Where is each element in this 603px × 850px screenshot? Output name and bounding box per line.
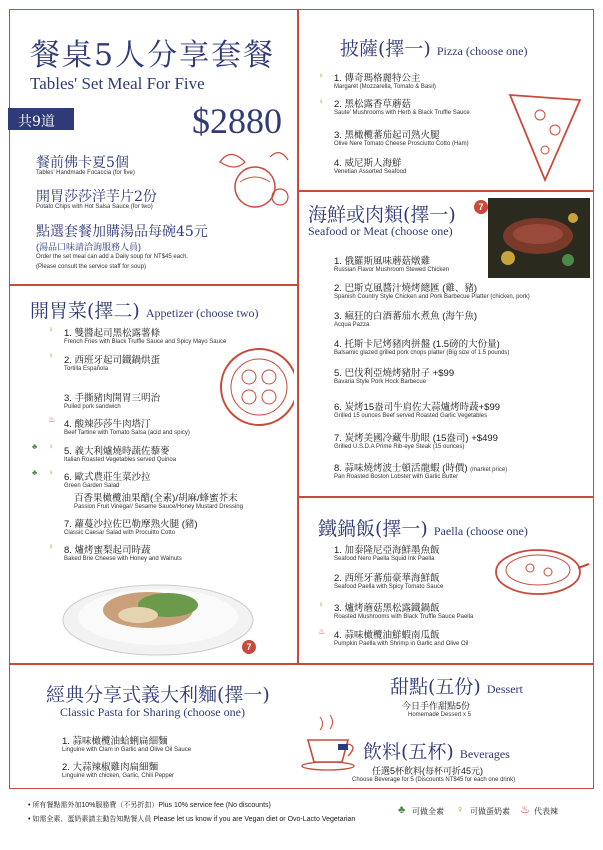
ovo-icon: ♀	[48, 468, 54, 477]
focaccia-zh: 餐前佛卡夏5個	[36, 155, 129, 171]
appetizer-title: 開胃菜(擇二) Appetizer (choose two)	[30, 300, 259, 322]
pizza-item-4: 4. 威尼斯人海鮮 Venetian Assorted Seafood	[334, 158, 407, 175]
soup-zh2: (湯品口味請洽詢服務人員)	[36, 242, 141, 252]
paella-title: 鐵鍋飯(擇一) Paella (choose one)	[318, 518, 528, 540]
appetizer-image-badge: 7	[242, 640, 256, 654]
vertical-divider	[297, 9, 299, 663]
divider-right-1	[297, 190, 594, 192]
divider-full	[9, 663, 594, 665]
set-price: $2880	[192, 101, 282, 141]
ovo-icon: ♀	[318, 71, 324, 80]
chili-icon: ♨	[48, 415, 56, 424]
soup-en2: (Please consult the service staff for soup)	[36, 264, 146, 270]
courses-badge: 共9道	[8, 108, 74, 130]
seafood-item-2: 2. 巴斯克風醬汁燒烤總匯 (雞、豬) Spanish Country Style Chicken and Pork Barbecue Platter (chicken, pork)	[334, 283, 530, 300]
pizza-slice-illustration	[500, 85, 585, 185]
beverage-label-block	[338, 744, 348, 750]
salad-plate-image	[58, 565, 258, 660]
seafood-item-5: 5. 巴伐利亞燒烤豬肘子 +$99 Bavaria Style Pork Hock Barbecue	[334, 368, 455, 385]
coffee-cup-illustration	[300, 712, 362, 774]
beverage-line-zh: 任選5杯飲料(每杯可折45元)	[372, 766, 484, 776]
seafood-item-8: 8. 蒜味燒烤波士頓活龍蝦 (時價) (market price) Pan Roasted Boston Lobster with Garlic Butter	[334, 463, 508, 480]
pizza-title: 披薩(擇一) Pizza (choose one)	[340, 38, 528, 60]
vegan-legend-label: 可做全素	[412, 807, 444, 816]
pasta-item-1: 1. 蒜味橄欖油蛤蜊扁細麵 Linguine with Clam in Garlic and Olive Oil Sauce	[62, 736, 192, 753]
beverage-title: 飲料(五杯) Beverages	[363, 741, 510, 763]
steak-image	[488, 198, 590, 278]
pasta-item-2: 2. 大蒜辣椒雞肉扁細麵 Linguine with chicken, Garlic, Chili Pepper	[62, 762, 175, 779]
seafood-item-4: 4. 托斯卡尼烤豬肉拼盤 (1.5磅的大份量) Balsamic glazed grilled pork chops platter (Big size of 1.5 pounds)	[334, 339, 510, 356]
appetizer-item-6: 6. 歐式農莊生菜沙拉 Green Garden Salad	[64, 472, 151, 489]
ovo-icon: ♀	[48, 325, 54, 334]
pizza-item-2: 2. 黑松露香草蘑菇 Saute' Mushrooms with Herb & Black Truffle Sauce	[334, 99, 470, 116]
soup-en1: Order the set meal can add a Daily soup for NT$45 each.	[36, 254, 189, 260]
chips-zh: 開胃莎莎洋芋片2份	[36, 189, 157, 205]
divider-right-2	[297, 496, 594, 498]
paella-item-1: 1. 加泰隆尼亞海鮮墨魚飯 Seafood Nero Paella Squid Ink Paella	[334, 545, 440, 562]
vegan-icon: ♣	[32, 468, 38, 477]
seafood-item-6: 6. 炭烤15盎司牛肩佐大蒜爐烤時蔬+$99 Grilled 15 ounces Beef served Roasted Garlic Vegetables	[334, 402, 501, 419]
seafood-badge: 7	[474, 200, 488, 214]
paella-pan-illustration	[490, 540, 590, 600]
ovo-icon: ♀	[318, 600, 324, 609]
footer-note-1: • 所有餐點需外加10%服務費（不另折扣）Plus 10% service fee (No discounts)	[28, 802, 271, 809]
divider-left-1	[9, 284, 298, 286]
ovo-legend-label: 可做蛋奶素	[470, 807, 510, 816]
footer-note-2: • 如需全素、蛋奶素請主動告知點餐人員 Please let us know if you are Vegan diet or Ovo-Lacto Vegetarian	[28, 816, 356, 823]
appetizer-item-7: 7. 蘿蔓沙拉佐巴勒摩熟火腿 (豬) Classic Caesar Salad with Procuitto Cotto	[64, 519, 198, 536]
appetizer-item-1: 1. 雙醬起司黑松露薯條 French Fries with Black Truffle Sauce and Spicy Mayo Sauce	[64, 328, 227, 345]
ovo-legend-icon: ♀	[456, 804, 465, 816]
vegan-legend-icon: ♣	[398, 804, 406, 816]
focaccia-en: Tables' Handmade Focaccia (for five)	[36, 170, 135, 176]
seafood-item-1: 1. 俄羅斯風味蘑菇燉雞 Russian Flavor Mushroom Stewed Chicken	[334, 256, 450, 273]
chips-en: Potato Chips with Hot Salsa Sauce (for two)	[36, 204, 153, 210]
pizza-item-3: 3. 黑橄欖蕃茄起司熟火腿 Olive Nere Tomato Cheese Prosciutto Cotto (Ham)	[334, 130, 469, 147]
set-title-en: Tables' Set Meal For Five	[30, 74, 205, 93]
ovo-icon: ♀	[48, 351, 54, 360]
seafood-item-7: 7. 炭烤美國冷藏牛肋眼 (15盎司) +$499 Grilled U.S.D.A Prime Rib-eye Steak (15 ounces)	[334, 433, 498, 450]
chili-icon: ♨	[318, 627, 326, 636]
vegetables-illustration	[200, 142, 295, 212]
seafood-title: 海鮮或肉類(擇一)	[308, 204, 456, 226]
pasta-title: 經典分享式義大利麵(擇一)	[46, 684, 270, 706]
dessert-line-en: Homemade Dessert x 5	[408, 712, 472, 718]
chili-legend-icon: ♨	[520, 804, 530, 816]
appetizer-item-2: 2. 西班牙起司鐵鍋烘蛋 Tortilla Española	[64, 355, 161, 372]
ovo-icon: ♀	[48, 542, 54, 551]
appetizer-item-8: 8. 爐烤蜜梨起司時蔬 Baked Brie Cheese with Honey and Walnuts	[64, 545, 182, 562]
chili-legend-label: 代表辣	[534, 807, 558, 816]
seafood-item-3: 3. 瘋狂的白酒蕃茄水煮魚 (海午魚) Acqua Pazza	[334, 311, 478, 328]
beverage-line-en: Choose Beverage for 5 (Discounts NT$45 for each one drink)	[352, 777, 516, 783]
pizza-item-1: 1. 傳奇瑪格麗特公主 Margaret (Mozzarella, Tomato & Basil)	[334, 73, 436, 90]
vegan-icon: ♣	[32, 442, 38, 451]
plate-illustration	[214, 342, 294, 432]
soup-zh: 點選套餐加購湯品每碗45元	[36, 224, 208, 240]
set-title-zh: 餐桌5人分享套餐	[30, 38, 276, 73]
dessert-line-zh: 今日手作甜點5份	[402, 701, 471, 711]
appetizer-item-6-dressing: 百香果橄欖油果醋(全素)/胡麻/蜂蜜芥末 Passion Fruit Vinegar/ Sesame Sauce/Honey Mustard Dressing	[74, 493, 243, 510]
appetizer-item-5: 5. 義大利爐燒時蔬佐藜麥 Italian Roasted Vegetables served Quinoa	[64, 446, 177, 463]
dessert-title: 甜點(五份) Dessert	[390, 676, 523, 698]
paella-item-2: 2. 西班牙蕃茄豪華海鮮飯 Seafood Paella with Spicy Tomato Sauce	[334, 573, 444, 590]
ovo-icon: ♀	[48, 442, 54, 451]
appetizer-item-3: 3. 手撕豬肉開胃三明治 Pulled pork sandwich	[64, 393, 161, 410]
ovo-icon: ♀	[318, 97, 324, 106]
appetizer-item-4: 4. 酸辣莎莎牛肉塔汀 Beef Tartine with Tomato Salsa (acid and spicy)	[64, 419, 190, 436]
seafood-title-en: Seafood or Meat (choose one)	[308, 224, 453, 238]
paella-item-3: 3. 爐烤蘑菇黑松露鐵鍋飯 Roasted Mushrooms with Black Truffle Sauce Paella	[334, 603, 474, 620]
pasta-title-en: Classic Pasta for Sharing (choose one)	[60, 705, 245, 719]
paella-item-4: 4. 蒜味橄欖油鮮蝦南瓜飯 Pumpkin Paella with Shrimp in Garlic and Olive Oil	[334, 630, 469, 647]
